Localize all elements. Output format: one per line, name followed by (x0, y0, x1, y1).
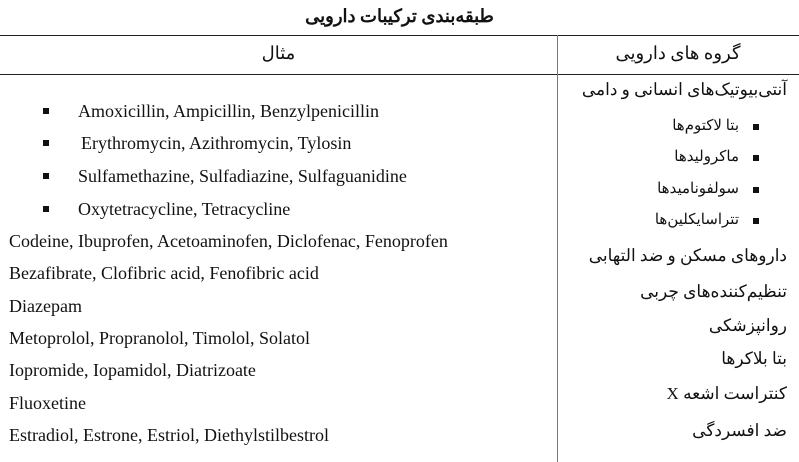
example-row: Bezafibrate, Clofibric acid, Fenofibric acid (9, 263, 319, 283)
header-example: مثال (261, 43, 296, 63)
drug-group: آنتی‌بیوتیک‌های انسانی و دامی (581, 80, 787, 99)
drug-subgroup (674, 147, 759, 166)
table-title: طبقه‌بندی ترکیبات دارویی (305, 6, 494, 26)
drug-subgroup (657, 179, 759, 198)
subgroup-label: تتراسایکلین‌ها (654, 212, 739, 228)
example-text: Sulfamethazine, Sulfadiazine, Sulfaguanidine (78, 166, 407, 186)
example-row: Diazepam (9, 296, 82, 316)
example-text: Erythromycin, Azithromycin, Tylosin (81, 133, 352, 153)
subgroup-label: سولفونامیدها (657, 181, 739, 197)
top-rule (0, 35, 799, 36)
bullet-icon (43, 140, 49, 146)
bullet-icon (43, 206, 49, 212)
bullet-icon (753, 187, 759, 193)
example-row: Codeine, Ibuprofen, Acetoaminofen, Diclofenac, Fenoprofen (9, 231, 448, 251)
subgroup-label: بتا لاکتوم‌ها (672, 118, 739, 134)
example-row: Fluoxetine (9, 393, 86, 413)
header-rule (0, 74, 799, 75)
bullet-icon (753, 155, 759, 161)
header-drug-group: گروه های دارویی (615, 43, 741, 63)
drug-subgroup (672, 116, 759, 135)
drug-group: داروهای مسکن و ضد التهابی (588, 246, 787, 265)
drug-group: روانپزشکی (708, 316, 787, 335)
example-row: Metoprolol, Propranolol, Timolol, Solatol (9, 328, 311, 348)
drug-group: بتا بلاکرها (721, 349, 787, 368)
example-row: Estradiol, Estrone, Estriol, Diethylstilbestrol (9, 425, 329, 445)
bullet-icon (43, 173, 49, 179)
example-text: Oxytetracycline, Tetracycline (78, 199, 291, 219)
subgroup-label: ماکرولیدها (674, 149, 739, 165)
drug-group: تنظیم‌کننده‌های چربی (640, 282, 787, 301)
example-text: Amoxicillin, Ampicillin, Benzylpenicillin (78, 101, 379, 121)
drug-group: کنتراست اشعه X (666, 384, 787, 403)
column-divider (557, 35, 558, 462)
drug-group: ضد افسردگی (692, 421, 787, 440)
bullet-icon (43, 108, 49, 114)
example-row: Iopromide, Iopamidol, Diatrizoate (9, 360, 256, 380)
drug-subgroup (655, 210, 759, 229)
bullet-icon (753, 124, 759, 130)
bullet-icon (753, 218, 759, 224)
